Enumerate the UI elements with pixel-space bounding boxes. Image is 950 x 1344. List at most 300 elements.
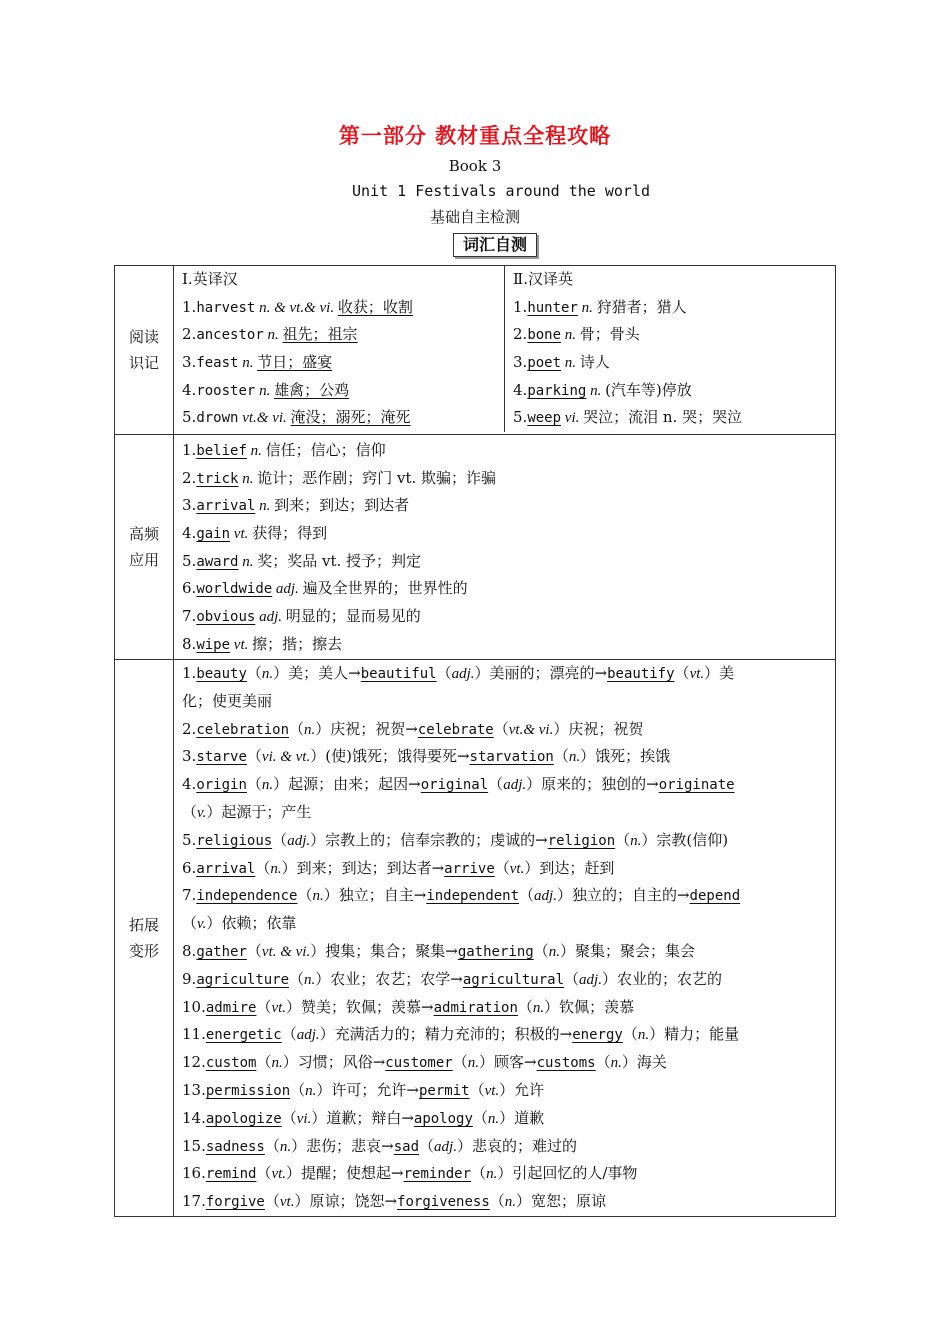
answer-word: forgive <box>205 1194 265 1211</box>
line-text: ）庆祝；祝贺 <box>553 719 644 738</box>
part-of-speech: v. <box>197 916 207 933</box>
line-text: （ <box>622 1025 638 1044</box>
derivation-line <box>174 1021 835 1049</box>
extension-content <box>174 660 836 1217</box>
derivation-line <box>174 882 835 910</box>
part-of-speech: vt. <box>271 1166 287 1183</box>
en-to-zh-list <box>174 294 504 432</box>
answer-word: admiration <box>433 999 518 1016</box>
answer-word: customs <box>536 1055 596 1072</box>
line-text: （ <box>494 858 510 877</box>
answer-text: 节日；盛宴 <box>257 353 333 372</box>
line-text: ）顾客→ <box>478 1053 537 1072</box>
line-text: （ <box>436 664 452 682</box>
meaning-text: 到来；到达；到达者 <box>274 496 410 515</box>
answer-text: 收获；收割 <box>337 297 413 316</box>
answer-word: wipe <box>196 636 231 653</box>
part-of-speech: n. <box>304 721 316 738</box>
category-label: 识记 <box>128 354 159 372</box>
answer-word: remind <box>205 1166 257 1183</box>
line-text: （ <box>615 830 631 849</box>
answer-word: apology <box>413 1110 473 1127</box>
answer-word: religion <box>547 832 616 849</box>
en-to-zh-column <box>174 266 505 432</box>
line-text: ）农业；农艺；农学→ <box>315 969 463 988</box>
line-text: （ <box>256 1053 272 1072</box>
meaning-text: 哭泣；流泪 n. 哭；哭泣 <box>583 408 743 427</box>
line-text: ）提醒；使想起→ <box>286 1164 404 1183</box>
line-text: 9. <box>182 969 197 988</box>
line-text: ）美 <box>704 664 735 682</box>
line-text: ）依赖；依靠 <box>206 914 297 933</box>
item-number: 2. <box>513 325 528 344</box>
meaning-text: 骨；骨头 <box>579 325 640 344</box>
vocab-word: drown <box>196 410 239 427</box>
line-text: （ <box>564 969 580 988</box>
part-of-speech: n. <box>312 888 324 905</box>
line-text: ）宗教上的；信奉宗教的；虔诚的→ <box>310 830 548 849</box>
line-text: 17. <box>182 1192 206 1211</box>
derivation-line <box>174 1105 835 1133</box>
line-text: 8. <box>182 941 197 960</box>
line-text: （ <box>182 802 198 821</box>
part-of-speech: vt. <box>509 860 525 877</box>
answer-word: starvation <box>469 749 554 766</box>
derivation-line <box>174 994 835 1022</box>
book-label: Book 3 <box>448 157 502 175</box>
line-text: ）起源于；产生 <box>206 802 312 821</box>
part-of-speech: n. <box>238 553 258 570</box>
part-of-speech: vt. & vi. <box>261 943 311 960</box>
line-text: ）原来的；独创的→ <box>526 775 659 794</box>
line-text: 11. <box>182 1025 206 1044</box>
category-label: 应用 <box>128 551 159 569</box>
answer-word: energy <box>572 1027 623 1044</box>
line-text: 6. <box>182 858 197 877</box>
vocab-item <box>174 465 835 493</box>
line-text: （ <box>272 830 288 849</box>
answer-word: bone <box>527 327 562 344</box>
item-number: 2. <box>182 325 197 344</box>
line-text: ）美丽的；漂亮的→ <box>474 664 608 682</box>
line-text: 1. <box>182 664 197 682</box>
part-of-speech: v. <box>197 804 207 821</box>
line-text: ）钦佩；羡慕 <box>544 997 635 1016</box>
category-cell <box>115 266 174 435</box>
item-number: 3. <box>182 496 197 515</box>
line-text: （ <box>256 1164 272 1183</box>
derivation-line <box>174 743 835 771</box>
part-of-speech: vt. <box>271 999 287 1016</box>
vocab-item <box>174 377 504 405</box>
part-of-speech: adj. <box>503 777 527 794</box>
answer-word: independence <box>196 888 298 905</box>
line-text: （ <box>469 1080 485 1099</box>
part-of-speech: adj. <box>434 1138 457 1155</box>
item-number: 6. <box>182 579 197 598</box>
answer-word: forgiveness <box>397 1194 490 1211</box>
line-text: 5. <box>182 830 197 849</box>
part-of-speech: adj. <box>255 609 286 626</box>
high-frequency-list <box>174 437 835 659</box>
answer-word: beautify <box>607 666 675 682</box>
answer-word: apologize <box>205 1110 282 1127</box>
line-text: ）庆祝；祝贺→ <box>315 719 418 738</box>
line-text: （ <box>517 997 533 1016</box>
part-of-speech: adj. <box>579 971 602 988</box>
answer-word: gathering <box>457 943 534 960</box>
part-of-speech: n. <box>270 860 282 877</box>
derivation-line <box>174 688 835 716</box>
line-text: ）宗教(信仰) <box>641 830 729 849</box>
line-text: ）美；美人→ <box>273 664 361 682</box>
answer-word: belief <box>196 443 247 459</box>
category-cell <box>115 435 174 660</box>
zh-to-en-column <box>505 266 835 432</box>
part-of-speech: n. <box>263 327 283 344</box>
answer-word: sad <box>393 1138 420 1155</box>
line-text: （ <box>489 1192 505 1211</box>
item-number: 3. <box>182 353 197 372</box>
derivation-line <box>174 1133 835 1161</box>
line-text: ）道歉 <box>499 1108 545 1127</box>
answer-text: 淹没；溺死；淹死 <box>290 408 411 427</box>
part-of-speech: n. <box>279 1138 292 1155</box>
derivation-line <box>174 1160 835 1188</box>
line-text: 10. <box>182 997 206 1016</box>
meaning-text: 诡计；恶作剧；窍门 vt. 欺骗；诈骗 <box>257 468 497 487</box>
answer-word: arrival <box>196 860 256 877</box>
category-label: 高频 <box>128 525 159 543</box>
high-frequency-section <box>115 435 836 660</box>
line-text: （ <box>553 747 569 766</box>
vocab-item <box>505 349 835 377</box>
answer-word: starve <box>196 749 247 766</box>
line-text: ）搜集；集合；聚集→ <box>310 941 458 960</box>
line-text: （ <box>264 1192 280 1211</box>
part-of-speech: n. <box>238 355 258 372</box>
vocab-item <box>174 321 504 349</box>
line-text: ）聚集；聚会；集会 <box>559 941 695 960</box>
vocab-item <box>174 575 835 603</box>
answer-word: agricultural <box>462 971 565 988</box>
item-number: 2. <box>182 468 197 487</box>
part-of-speech: adj. <box>451 666 475 682</box>
line-text: ）独立的；自主的→ <box>556 886 690 905</box>
item-number: 1. <box>513 297 528 316</box>
answer-word: celebrate <box>417 721 494 738</box>
line-text: ）精力；能量 <box>649 1025 740 1044</box>
part-of-speech: n. <box>487 1110 500 1127</box>
line-text: ）农业的；农艺的 <box>601 969 722 988</box>
part-of-speech: n. <box>261 777 274 794</box>
vocab-item <box>174 631 835 659</box>
answer-text: 雄禽；公鸡 <box>274 380 350 399</box>
part-of-speech: n. <box>305 1082 317 1099</box>
vocab-item <box>174 404 504 432</box>
item-number: 8. <box>182 634 197 653</box>
line-text: （ <box>256 997 272 1016</box>
part-of-speech: n. <box>467 1055 479 1072</box>
derivation-line <box>174 660 835 688</box>
meaning-text: (汽车等)停放 <box>605 380 692 399</box>
part-of-speech: vt. <box>279 1194 295 1211</box>
line-text: ）饿死；挨饿 <box>580 747 671 766</box>
part-of-speech: vt. <box>689 666 705 682</box>
line-text: 2. <box>182 719 197 738</box>
line-text: 14. <box>182 1108 206 1127</box>
answer-word: gather <box>196 943 247 960</box>
part-of-speech: n. <box>610 1055 622 1072</box>
unit-title: Unit 1 Festivals around the world <box>351 182 650 200</box>
category-label: 阅读 <box>128 328 159 346</box>
line-text: （ <box>674 664 690 682</box>
line-text: （ <box>471 1164 487 1183</box>
line-text: ）原谅；饶恕→ <box>294 1192 398 1211</box>
meaning-text: 信任；信心；信仰 <box>265 441 386 459</box>
vocab-item <box>505 377 835 405</box>
reading-content <box>174 266 836 435</box>
line-text: （ <box>264 1136 280 1155</box>
line-text: ）赞美；钦佩；羡慕→ <box>286 997 434 1016</box>
meaning-text: 明显的；显而易见的 <box>285 607 421 626</box>
line-text: （ <box>246 664 262 682</box>
item-number: 1. <box>182 441 197 459</box>
answer-word: weep <box>527 410 562 427</box>
derivation-line <box>174 799 835 827</box>
part-of-speech: vi. <box>561 410 584 427</box>
part-of-speech: n. & vt.& vi. <box>255 299 338 316</box>
part-of-speech: vt. <box>484 1082 500 1099</box>
answer-word: sadness <box>205 1138 265 1155</box>
column-header: Ⅱ.汉译英 <box>513 270 573 288</box>
part-of-speech: n. <box>586 382 606 399</box>
answer-word: original <box>420 777 489 794</box>
part-of-speech: vt. <box>230 636 253 653</box>
line-text: 7. <box>182 886 197 905</box>
answer-word: arrive <box>444 860 495 877</box>
meaning-text: 诗人 <box>579 353 610 372</box>
item-number: 5. <box>513 408 528 427</box>
vocab-item <box>505 294 835 322</box>
vocab-item <box>505 321 835 349</box>
item-number: 4. <box>182 380 197 399</box>
line-text: （ <box>533 941 549 960</box>
part-of-speech: n. <box>561 327 580 344</box>
item-number: 7. <box>182 607 197 626</box>
line-text: （ <box>281 1025 297 1044</box>
item-number: 3. <box>513 353 528 372</box>
reading-section <box>115 266 836 435</box>
answer-text: 祖先；祖宗 <box>282 325 358 344</box>
derivation-line <box>174 966 835 994</box>
line-text: （ <box>488 775 504 794</box>
derivation-line <box>174 1188 835 1216</box>
part-of-speech: n. <box>238 470 258 487</box>
item-number: 4. <box>182 524 197 543</box>
part-of-speech: n. <box>261 666 274 682</box>
meaning-text: 狩猎者；猎人 <box>596 297 687 316</box>
answer-word: permit <box>419 1082 470 1099</box>
line-text: （ <box>289 719 305 738</box>
part-of-speech: n. <box>486 1166 498 1183</box>
derivation-line <box>174 1049 835 1077</box>
derivation-line <box>174 938 835 966</box>
line-text: （ <box>182 914 198 933</box>
vocab-word: ancestor <box>196 327 264 344</box>
line-text: （ <box>290 1080 306 1099</box>
line-text: （ <box>246 747 262 766</box>
item-number: 1. <box>182 297 197 316</box>
line-text: ）充满活力的；精力充沛的；积极的→ <box>319 1025 573 1044</box>
line-text: （ <box>255 858 271 877</box>
answer-word: permission <box>205 1082 291 1099</box>
part-of-speech: vt.& vi. <box>508 721 554 738</box>
part-of-speech: adj. <box>272 581 303 598</box>
part-of-speech: n. <box>255 498 275 515</box>
meaning-text: 获得；得到 <box>252 524 328 543</box>
vocab-item <box>174 603 835 631</box>
vocab-item <box>174 548 835 576</box>
answer-word: originate <box>658 777 735 794</box>
answer-word: beautiful <box>360 666 437 682</box>
answer-word: reminder <box>403 1166 472 1183</box>
answer-word: arrival <box>196 498 256 515</box>
line-text: 16. <box>182 1164 206 1183</box>
column-header: Ⅰ.英译汉 <box>182 270 238 288</box>
extension-list <box>174 660 835 1216</box>
answer-word: celebration <box>196 721 290 738</box>
answer-word: customer <box>385 1055 453 1072</box>
answer-word: origin <box>196 777 247 794</box>
answer-word: independent <box>426 888 520 905</box>
part-of-speech: n. <box>504 1194 517 1211</box>
answer-word: religious <box>196 832 273 849</box>
vocab-item <box>174 437 835 465</box>
line-text: ）悲哀的；难过的 <box>456 1136 577 1155</box>
line-text: ）宽恕；原谅 <box>516 1192 607 1211</box>
line-text: ）独立；自主→ <box>323 886 427 905</box>
line-text: ）海关 <box>621 1053 667 1072</box>
line-text: 4. <box>182 775 197 794</box>
line-text: ）起源；由来；起因→ <box>273 775 421 794</box>
item-number: 4. <box>513 380 528 399</box>
category-label: 变形 <box>128 942 159 960</box>
line-text: ）道歉；辩白→ <box>311 1108 414 1127</box>
line-text: ）(使)饿死；饿得要死→ <box>310 747 470 766</box>
part-of-speech: adj. <box>287 832 311 849</box>
line-text: ）允许 <box>499 1080 545 1099</box>
zh-to-en-list <box>505 294 835 432</box>
line-text: 3. <box>182 747 197 766</box>
meaning-text: 奖；奖品 vt. 授予；判定 <box>257 551 422 570</box>
line-text: 13. <box>182 1080 206 1099</box>
part-of-speech: vt. <box>230 526 253 543</box>
derivation-line <box>174 827 835 855</box>
line-text: （ <box>452 1053 468 1072</box>
vocab-word: harvest <box>196 299 256 316</box>
derivation-line <box>174 1077 835 1105</box>
answer-word: hunter <box>527 299 578 316</box>
answer-word: obvious <box>196 609 256 626</box>
vocab-item <box>505 404 835 432</box>
answer-word: trick <box>196 470 239 487</box>
extension-section <box>115 660 836 1217</box>
part-of-speech: vi. & vt. <box>261 749 311 766</box>
line-text: ）引起回忆的人/事物 <box>497 1164 638 1183</box>
line-text: ）许可；允许→ <box>316 1080 419 1099</box>
answer-word: worldwide <box>196 581 273 598</box>
vocab-item <box>174 294 504 322</box>
answer-word: gain <box>196 526 231 543</box>
vocab-item <box>174 349 504 377</box>
answer-word: depend <box>689 888 741 905</box>
part-of-speech: n. <box>630 832 642 849</box>
page-title: 第一部分 教材重点全程攻略 <box>338 123 612 148</box>
part-of-speech: adj. <box>534 888 557 905</box>
line-text: ）到达；赶到 <box>524 858 615 877</box>
line-text: （ <box>289 969 305 988</box>
line-text: （ <box>246 941 262 960</box>
line-text: ）习惯；风俗→ <box>282 1053 386 1072</box>
line-text: （ <box>472 1108 488 1127</box>
line-text: （ <box>519 886 535 905</box>
category-cell <box>115 660 174 1217</box>
part-of-speech: vi. <box>296 1110 312 1127</box>
line-text: ）悲伤；悲哀→ <box>291 1136 394 1155</box>
meaning-text: 擦；揩；擦去 <box>252 634 343 653</box>
section-heading: 基础自主检测 <box>429 208 520 226</box>
answer-word: award <box>196 553 239 570</box>
line-text: （ <box>297 886 313 905</box>
answer-word: agriculture <box>196 971 290 988</box>
line-text: 12. <box>182 1053 206 1072</box>
answer-word: custom <box>205 1055 257 1072</box>
part-of-speech: n. <box>577 299 597 316</box>
line-text: （ <box>281 1108 297 1127</box>
part-of-speech: n. <box>561 355 580 372</box>
answer-word: energetic <box>205 1027 282 1044</box>
vocab-item <box>174 492 835 520</box>
item-number: 5. <box>182 408 197 427</box>
high-frequency-content <box>174 435 836 660</box>
part-of-speech: vt.& vi. <box>238 410 291 427</box>
vocab-word: feast <box>196 355 239 372</box>
part-of-speech: n. <box>548 943 560 960</box>
part-of-speech: n. <box>271 1055 283 1072</box>
part-of-speech: n. <box>255 382 275 399</box>
line-text: （ <box>246 775 262 794</box>
line-text: （ <box>493 719 509 738</box>
line-text: （ <box>419 1136 435 1155</box>
vocab-table <box>114 265 836 1217</box>
derivation-line <box>174 855 835 883</box>
answer-word: beauty <box>196 666 247 682</box>
line-text: 化；使更美丽 <box>182 691 273 710</box>
answer-word: parking <box>527 382 587 399</box>
part-of-speech: n. <box>304 971 316 988</box>
vocab-test-badge: 词汇自测 <box>453 233 537 257</box>
answer-word: poet <box>527 355 562 372</box>
part-of-speech: adj. <box>296 1027 320 1044</box>
meaning-text: 遍及全世界的；世界性的 <box>302 579 468 598</box>
vocab-item <box>174 520 835 548</box>
derivation-line <box>174 771 835 799</box>
line-text: 15. <box>182 1136 206 1155</box>
vocab-word: rooster <box>196 382 256 399</box>
category-label: 拓展 <box>128 916 159 934</box>
line-text: （ <box>595 1053 611 1072</box>
